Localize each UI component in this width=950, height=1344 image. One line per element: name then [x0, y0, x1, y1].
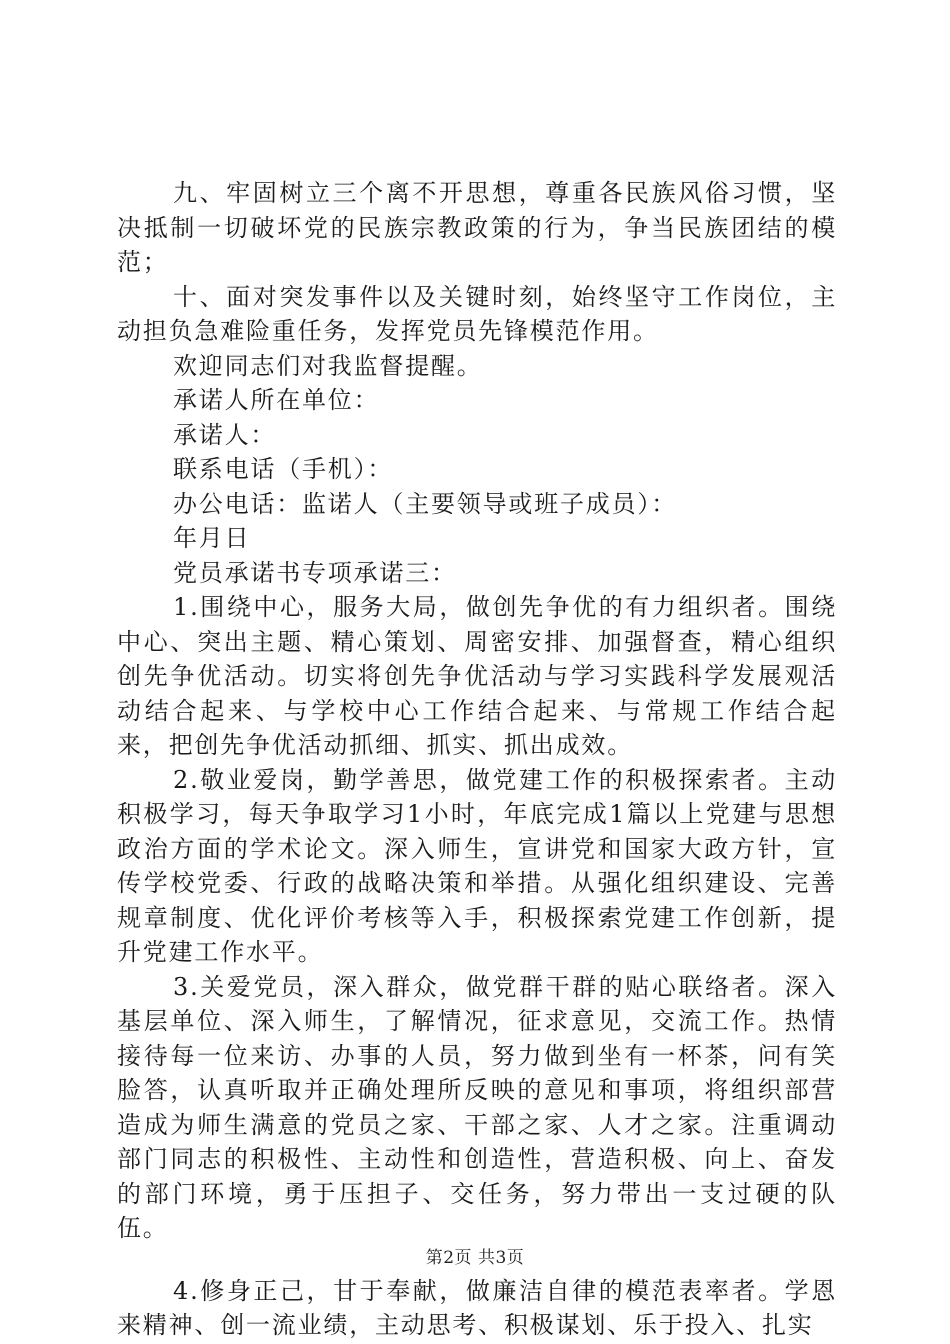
office-phone-supervisor-field: 办公电话：监诺人（主要领导或班子成员）： — [173, 489, 677, 518]
paragraph-item-9: 九、牢固树立三个离不开思想，尊重各民族风俗习惯，坚决抵制一切破坏党的民族宗教政策的行为，争当民族团结的模范； — [117, 179, 837, 276]
paragraph-item-10: 十、面对突发事件以及关键时刻，始终坚守工作岗位，主动担负急难险重任务，发挥党员先锋模范作用。 — [117, 282, 837, 345]
commitment-item-2: 2.敬业爱岗，勤学善思，做党建工作的积极探索者。主动积极学习，每天争取学习1小时，年底完成1篇以上党建与思想政治方面的学术论文。深入师生，宣讲党和国家大政方针，宣传学校党委、行政的战略决策和举措。从强化组织建设、完善规章制度、优化评价考核等入手，积极探索党建工作创新，提升党建工作水平。 — [117, 765, 837, 966]
date-field: 年月日 — [173, 524, 251, 552]
commitment-item-4: 4.修身正己，甘于奉献，做廉洁自律的模范表率者。学恩来精神、创一流业绩，主动思考、积极谋划、乐于投入、扎实 — [117, 1276, 837, 1339]
promisor-field: 承诺人： — [173, 420, 277, 449]
document-body — [117, 176, 837, 1343]
commitment-item-1: 1.围绕中心，服务大局，做创先争优的有力组织者。围绕中心、突出主题、精心策划、周密安排、加强督查，精心组织创先争优活动。切实将创先争优活动与学习实践科学发展观活动结合起来、与学校中心工作结合起来、与常规工作结合起来，把创先争优活动抓细、抓实、抓出成效。 — [117, 593, 837, 759]
page-number-footer: 第2页 共3页 — [425, 1248, 525, 1268]
mobile-phone-field: 联系电话（手机）： — [173, 455, 394, 483]
section-heading: 党员承诺书专项承诺三： — [173, 558, 457, 587]
promisor-unit-field: 承诺人所在单位： — [173, 386, 380, 414]
welcome-supervision-line: 欢迎同志们对我监督提醒。 — [173, 351, 483, 380]
commitment-item-3: 3.关爱党员，深入群众，做党群干群的贴心联络者。深入基层单位、深入师生，了解情况，征求意见，交流工作。热情接待每一位来访、办事的人员，努力做到坐有一杯茶，问有笑脸答，认真听取并正确处理所反映的意见和事项，将组织部营造成为师生满意的党员之家、干部之家、人才之家。注重调动部门同志的积极性、主动性和创造性，营造积极、向上、奋发的部门环境，勇于压担子、交任务，努力带出一支过硬的队伍。 — [117, 972, 837, 1242]
